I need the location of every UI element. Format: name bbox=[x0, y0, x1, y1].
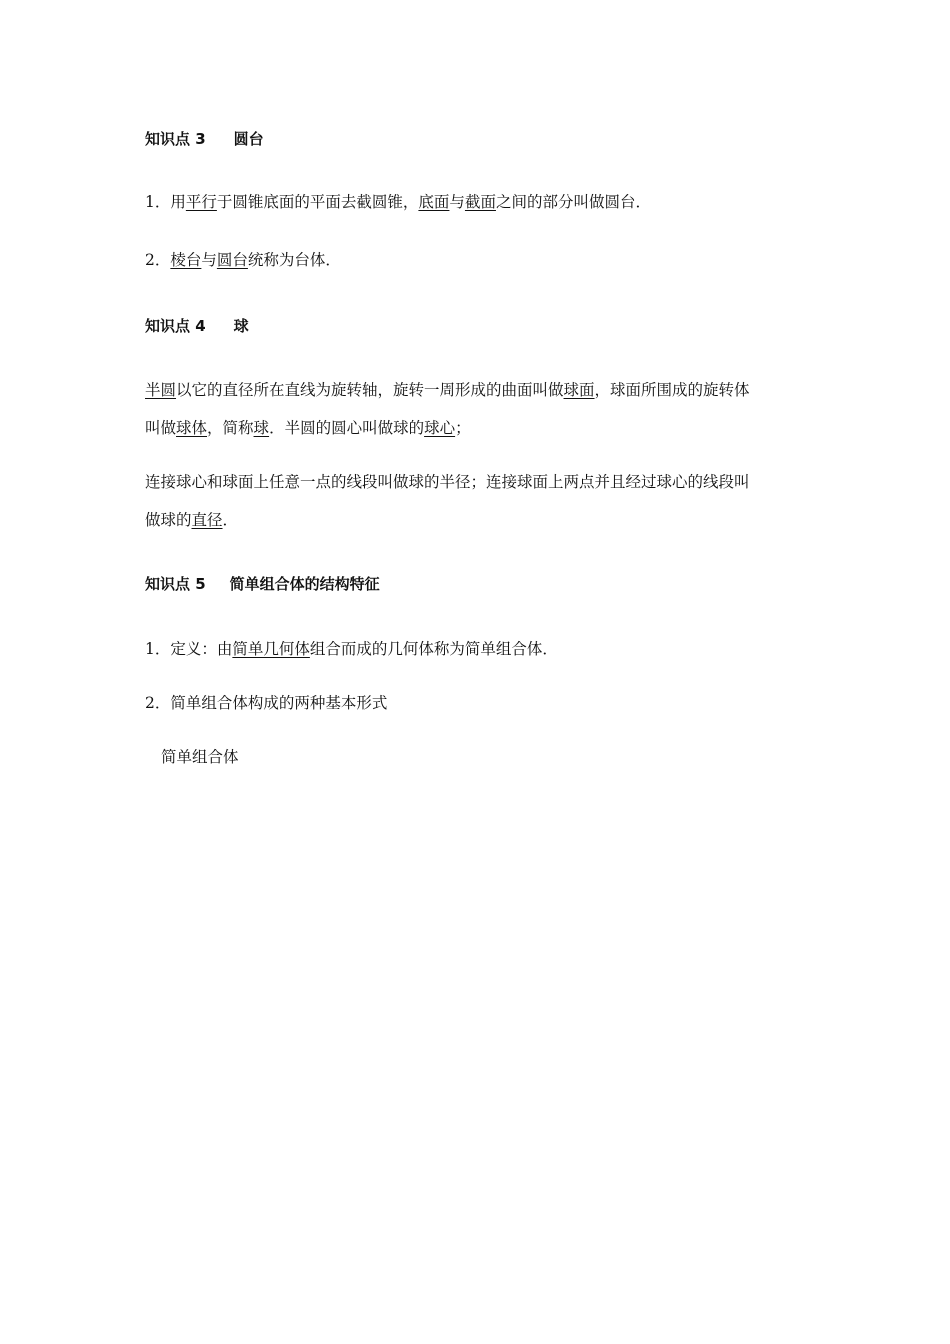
section-heading-4 bbox=[145, 316, 249, 336]
radius-diameter-line-2 bbox=[145, 510, 238, 530]
composite-forms bbox=[145, 693, 387, 713]
section-heading-3 bbox=[145, 129, 264, 149]
text-segment: 统称为台体． bbox=[247, 251, 341, 269]
underlined-term: 球 bbox=[253, 419, 270, 437]
text-segment: 与 bbox=[201, 251, 217, 269]
text-segment: 1．用 bbox=[145, 193, 186, 211]
text-segment: 2．简单组合体构成的两种基本形式 bbox=[145, 694, 388, 712]
section-label: 知识点 5 bbox=[145, 575, 206, 593]
text-segment: 组合而成的几何体称为简单组合体． bbox=[309, 640, 558, 658]
section-title: 圆台 bbox=[233, 130, 264, 148]
underlined-term: 半圆 bbox=[145, 381, 177, 399]
underlined-term: 直径 bbox=[191, 511, 223, 529]
underlined-term: 棱台 bbox=[170, 251, 202, 269]
text-segment: 连接球心和球面上任意一点的线段叫做球的半径；连接球面上两点并且经过球心的线段叫 bbox=[145, 473, 750, 491]
text-segment: 与 bbox=[449, 193, 465, 211]
text-segment: ，简称 bbox=[207, 419, 254, 437]
section-label: 知识点 3 bbox=[145, 130, 206, 148]
section-label: 知识点 4 bbox=[145, 317, 206, 335]
text-segment: 2． bbox=[145, 251, 171, 269]
text-segment: 于圆锥底面的平面去截圆锥， bbox=[216, 193, 419, 211]
composite-label bbox=[161, 747, 239, 767]
underlined-term: 球体 bbox=[176, 419, 208, 437]
frustum-definition bbox=[145, 192, 651, 212]
section-title: 简单组合体的结构特征 bbox=[229, 575, 380, 593]
radius-diameter-line-1 bbox=[145, 472, 750, 492]
text-segment: 1．定义：由 bbox=[145, 640, 233, 658]
section-heading-5 bbox=[145, 574, 380, 594]
underlined-term: 球面 bbox=[563, 381, 595, 399]
underlined-term: 圆台 bbox=[216, 251, 248, 269]
text-segment: ． bbox=[222, 511, 239, 529]
underlined-term: 球心 bbox=[424, 419, 456, 437]
sphere-definition-line-1 bbox=[145, 380, 750, 400]
text-segment: 以它的直径所在直线为旋转轴，旋转一周形成的曲面叫做 bbox=[176, 381, 564, 399]
text-segment: 叫做 bbox=[145, 419, 177, 437]
underlined-term: 简单几何体 bbox=[232, 640, 310, 658]
underlined-term: 截面 bbox=[464, 193, 496, 211]
text-segment: 之间的部分叫做圆台． bbox=[495, 193, 651, 211]
text-segment: 简单组合体 bbox=[161, 748, 239, 766]
composite-definition bbox=[145, 639, 558, 659]
text-segment: 做球的 bbox=[145, 511, 192, 529]
underlined-term: 平行 bbox=[185, 193, 217, 211]
text-segment: ； bbox=[455, 419, 471, 437]
frustum-body-definition bbox=[145, 250, 341, 270]
underlined-term: 底面 bbox=[418, 193, 450, 211]
sphere-definition-line-2 bbox=[145, 418, 471, 438]
text-segment: ．半圆的圆心叫做球的 bbox=[269, 419, 425, 437]
section-title: 球 bbox=[233, 317, 249, 335]
text-segment: ，球面所围成的旋转体 bbox=[594, 381, 750, 399]
